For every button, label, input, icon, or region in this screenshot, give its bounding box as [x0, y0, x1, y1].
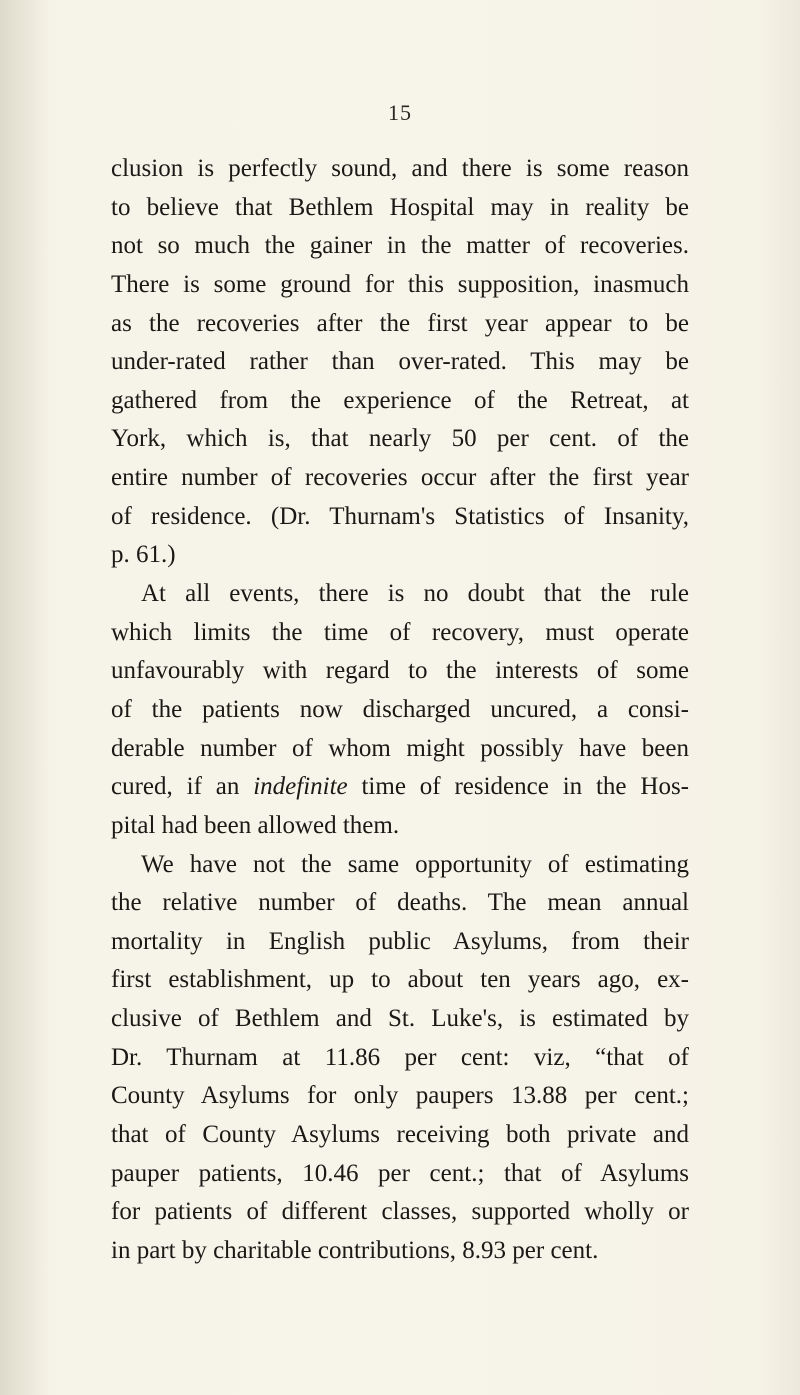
text-line: p. 61.) — [111, 541, 176, 569]
text-line: mortality in English public Asylums, from their — [111, 927, 689, 955]
page-number: 15 — [388, 100, 412, 125]
text-line: derable number of whom might possibly have been — [111, 734, 689, 762]
text-line: gathered from the experience of the Retreat, at — [111, 386, 689, 414]
italic-word: indefinite — [253, 773, 348, 801]
text-line: of residence. (Dr. Thurnam's Statistics of Insanity, — [111, 502, 689, 530]
text-segment: cured, if an — [111, 773, 240, 801]
text-line: to believe that Bethlem Hospital may in reality be — [111, 193, 689, 221]
page-fold-shadow — [0, 0, 48, 1395]
body-text — [111, 150, 689, 1271]
text-line: unfavourably with regard to the interests of some — [111, 657, 689, 685]
text-line: We have not the same opportunity of estimating — [141, 850, 689, 878]
text-line: first establishment, up to about ten years ago, ex- — [111, 966, 689, 994]
text-line: of the patients now discharged uncured, a consi- — [111, 695, 689, 723]
text-line: for patients of different classes, supported wholly or — [111, 1198, 689, 1226]
text-line: Dr. Thurnam at 11.86 per cent: viz, “that of — [111, 1043, 689, 1071]
text-line: clusion is perfectly sound, and there is some reason — [111, 155, 689, 182]
text-line: under-rated rather than over-rated. This may be — [111, 348, 689, 376]
text-line: pital had been allowed them. — [111, 811, 400, 839]
text-line: There is some ground for this supposition, inasmuch — [111, 270, 689, 298]
text-line: in part by charitable contributions, 8.93 per cent. — [111, 1236, 599, 1264]
text-line: York, which is, that nearly 50 per cent. of the — [111, 425, 689, 453]
text-line-with-italic — [111, 768, 689, 807]
text-line: At all events, there is no doubt that the rule — [141, 580, 689, 608]
text-line: not so much the gainer in the matter of recoveries. — [111, 232, 689, 260]
text-line: clusive of Bethlem and St. Luke's, is estimated by — [111, 1005, 689, 1033]
text-line: that of County Asylums receiving both private and — [111, 1121, 689, 1149]
text-line: pauper patients, 10.46 per cent.; that of Asylums — [111, 1159, 689, 1187]
text-line: County Asylums for only paupers 13.88 per cent.; — [111, 1082, 689, 1110]
text-line: entire number of recoveries occur after the first year — [111, 464, 689, 492]
text-line: which limits the time of recovery, must operate — [111, 618, 689, 646]
text-line: as the recoveries after the first year appear to be — [111, 309, 689, 337]
text-line: the relative number of deaths. The mean annual — [111, 889, 689, 917]
text-segment: time of residence in the Hos- — [361, 773, 689, 801]
